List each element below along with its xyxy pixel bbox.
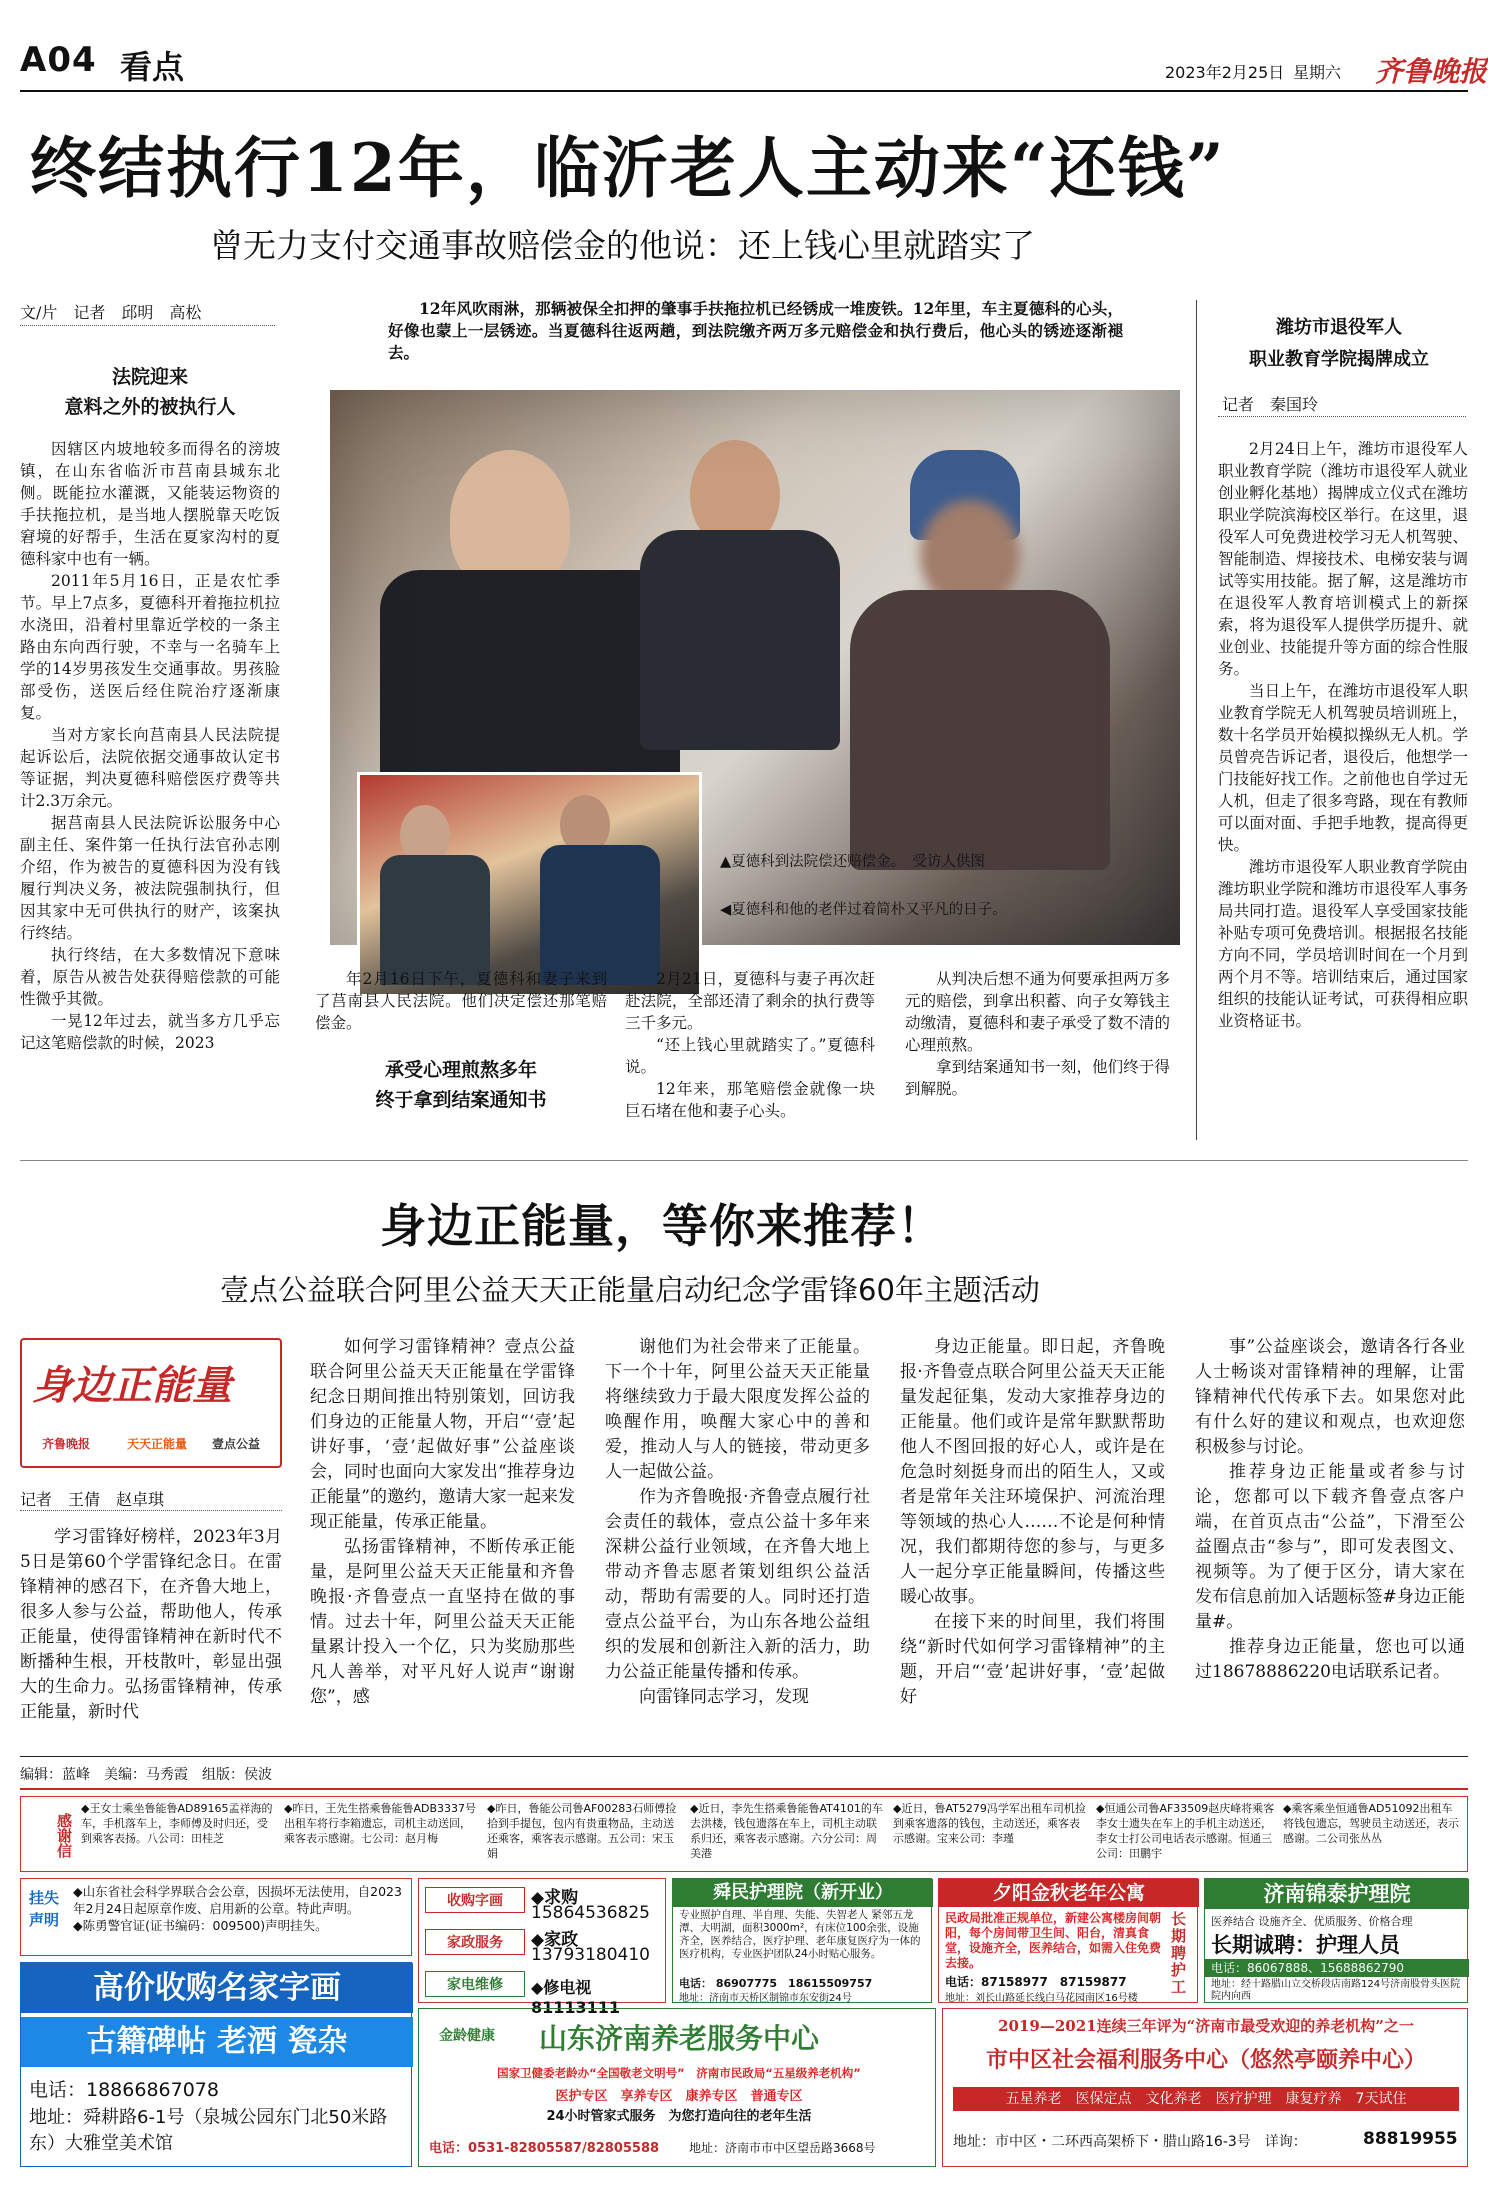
thanks-item: ◆王女士乘坐鲁能鲁AD89165孟祥海的车，手机落车上，李师傅及时归还，受到乘客表扬。八公司：田桂芝 [81,1802,273,1845]
story2-column-2: 如何学习雷锋精神？壹点公益联合阿里公益天天正能量在学雷锋纪念日期间推出特别策划，回访我们身边的正能量人物，开启“‘壹’起讲好事，‘壹’起做好事”公益座谈会，同时也面向大家发出“推荐身边正能量”的邀约，邀请大家一起来发现正能量，传承正能量。 弘扬雷锋精神，不断传承正能量，是阿里公益天天正能量和齐鲁晚报·齐鲁壹点一直坚持在做的事情。过去十年，阿里公益天天正能量累计投入一个亿，只为奖励那些凡人善举，对平凡好人说声“谢谢您”，感 [310,1337,575,1707]
calligraphy-ad: 高价收购名家字画 古籍碑帖 老酒 瓷杂 电话：18866867078 地址：舜耕路6-1号（泉城公园东门北50米路东）大雅堂美术馆 [20,1962,412,2167]
thanks-item: ◆昨日，鲁能公司鲁AF00283石师傅捡拾到手提包，包内有贵重物品，主动送还乘客，乘客表示感谢。五公司：宋玉娟 [487,1802,677,1860]
xiyang-ad: 夕阳金秋老年公寓 民政局批准正规单位，新建公寓楼房间朝阳，每个房间带卫生间、阳台，清真食堂，设施齐全，医养结合，如需入住免费去接。 长期聘护工 电话：87158977 87159877 地址：刘长山路延长线白马花园南区16号楼 [938,1878,1198,2003]
editor-credits: 编辑：蓝峰 美编：马秀霞 组版：侯波 [20,1767,272,1783]
zhengnengliang-logo: 身边正能量 齐鲁晚报 天天正能量 壹点公益 [20,1338,282,1468]
lost-text: ◆山东省社会科学界联合会公章，因损坏无法使用，自2023年2月24日起原章作废、启用新的公章。特此声明。 ◆陈勇警官证(证书编码：009500)声明挂失。 [73,1884,402,1933]
story1-subhead: 曾无力支付交通事故赔偿金的他说：还上钱心里就踏实了 [210,226,1035,265]
thanks-item: ◆近日，李先生搭乘鲁能鲁AT4101的车去洪楼，钱包遗落在车上，司机主动联系归还，乘客表示感谢。六分公司：周美港 [690,1802,883,1860]
section-name: 看点 [120,48,185,86]
thanks-item: ◆乘客乘坐恒通鲁AD51092出租车将钱包遗忘，驾驶员主动送还，表示感谢。二公司张丛丛 [1283,1802,1459,1845]
paper-logo: 齐鲁晚报 [1375,55,1488,88]
thanks-item: ◆昨日，王先生搭乘鲁能鲁ADB3337号出租车将行李箱遗忘，司机主动送回，乘客表示感谢。七公司：赵月梅 [284,1802,476,1845]
issue-weekday: 星期六 [1293,63,1342,82]
story1-headline: 终结执行12年，临沂老人主动来“还钱” [30,129,1226,207]
caption-inset: ◀夏德科和他的老伴过着简朴又平凡的日子。 [720,902,1007,918]
sidebar-byline: 记者 秦国玲 [1222,395,1319,414]
thanks-item: ◆恒通公司鲁AF33509赵庆峰将乘客李女士遗失在车上的手机主动送还，李女士打公司电话表示感谢。恒通三公司：田鹏宇 [1096,1802,1275,1860]
story2-byline: 记者 王倩 赵卓琪 [20,1490,165,1509]
thanks-label: 感谢信 [55,1812,73,1858]
lost-label: 挂失声明 [29,1889,60,1929]
story2-column-5: 事”公益座谈会，邀请各行各业人士畅谈对雷锋精神的理解，让雷锋精神代代传承下去。如果您对此有什么好的建议和观点，也欢迎您积极参与讨论。 推荐身边正能量或者参与讨论，您都可以下载齐鲁壹点客户端，在首页点击“公益”，下滑至公益圈点击“参与”，即可发表图文、视频等。为了便于区分，请大家在发布信息前加入话题标签#身边正能量#。 推荐身边正能量，您也可以通过18678886220电话联系记者。 [1195,1337,1465,1682]
story2-column-4: 身边正能量。即日起，齐鲁晚报·齐鲁壹点联合阿里公益天天正能量发起征集，发动大家推荐身边的正能量。他们或许是常年默默帮助他人不图回报的好心人，或许是在危急时刻挺身而出的陌生人，又或者是常年关注环境保护、河流治理等领域的热心人……不论是何种情况，我们都期待您的参与，与更多人一起分享正能量瞬间，传播这些暖心故事。 在接下来的时间里，我们将围绕“新时代如何学习雷锋精神”的主题，开启“‘壹’起讲好事，‘壹’起做好 [900,1337,1165,1707]
jintai-ad: 济南锦泰护理院 医养结合 设施齐全、优质服务、价格合理 长期诚聘：护理人员 电话：86067888、15688862790 地址：经十路腊山立交桥段店南路124号济南股骨头医院院内向西 [1204,1878,1468,2003]
lost-box [20,1878,412,1956]
story2-headline: 身边正能量，等你来推荐！ [380,1199,944,1253]
inset-photo [357,772,702,997]
shunmin-ad: 舜民护理院（新开业） 专业照护自理、半自理、失能、失智老人 紧邻五龙潭、大明湖，面积3000m²，有床位100余张，设施齐全，医养结合，医疗护理、老年康复医疗为一体的医疗机构，专业医护团队24小时贴心服务。 电话： 86907775 18615509757 地址：济南市天桥区制锦市东安街24号 [672,1878,932,2003]
thanks-box [20,1796,1468,1872]
yanglao-ad: 金龄健康 山东济南养老服务中心 国家卫健委老龄办“全国敬老文明号” 济南市民政局“五星级养老机构” 医护专区 享养专区 康养专区 普通专区 24小时管家式服务 为您打造向往的老年生活 电话：0531-82805587/82805588 地址：济南市市中区望岳路3668号 [418,2008,936,2167]
issue-date: 2023年2月25日 [1165,63,1285,82]
sidebar-body: 2月24日上午，潍坊市退役军人职业教育学院（潍坊市退役军人就业创业孵化基地）揭牌成立仪式在潍坊职业学院滨海校区举行。在这里，退役军人可免费进校学习无人机驾驶、智能制造、焊接技术、电梯安装与调试等实用技能。据了解，这是潍坊市在退役军人教育培训模式上的新探索，将为退役军人提供学历提升、就业创业、技能提升等方面的综合性服务。 当日上午，在潍坊市退役军人职业教育学院无人机驾驶员培训班上，数十名学员开始模拟操纵无人机。学员曾亮告诉记者，退役后，他想学一门技能好找工作。之前他也自学过无人机，但走了很多弯路，现在有教师可以面对面、手把手地教，提高得更快。 潍坊市退役军人职业教育学院由潍坊职业学院和潍坊市退役军人事务局共同打造。退役军人享受国家技能补贴专项可免费培训。根据报名技能方向不同，学员培训时间在一个月到两个月不等。培训结束后，通过国家组织的技能认证考试，可获得相应职业资格证书。 [1218,440,1468,1030]
story1-column-1: 因辖区内坡地较多而得名的滂坡镇，在山东省临沂市莒南县城东北侧。既能拉水灌溉，又能装运物资的手扶拖拉机，是当地人摆脱靠天吃饭窘境的好帮手，生活在夏家沟村的夏德科家中也有一辆。 2011年5月16日，正是农忙季节。早上7点多，夏德科开着拖拉机拉水浇田，沿着村里靠近学校的一条主路由东向西行驶，不幸与一名骑车上学的14岁男孩发生交通事故。男孩脸部受伤，送医后经住院治疗逐渐康复。 当对方家长向莒南县人民法院提起诉讼后，法院依据交通事故认定书等证据，判决夏德科赔偿医疗费等共计2.3万余元。 据莒南县人民法院诉讼服务中心副主任、案件第一任执行法官孙志刚介绍，作为被告的夏德科因为没有钱履行判决义务，被法院强制执行，但因其家中无可供执行的财产，该案执行终结。 执行终结，在大多数情况下意味着，原告从被告处获得赔偿款的可能性微乎其微。 一晃12年过去，就当多方几乎忘记这笔赔偿款的时候，2023 [20,440,280,1052]
sidebar-title: 潍坊市退役军人 职业教育学院揭牌成立 [1249,317,1429,370]
story1-subtitle-1: 法院迎来 意料之外的被执行人 [64,366,236,418]
story1-column-2: 年2月16日下午，夏德科和妻子来到了莒南县人民法院。他们决定偿还那笔赔偿金。 [315,970,607,1032]
story1-column-3: 2月21日，夏德科与妻子再次赶赴法院，全部还清了剩余的执行费等三千多元。 “还上钱心里就踏实了。”夏德科说。 12年来，那笔赔偿金就像一块巨石堵在他和妻子心头。 [625,970,875,1120]
story2-column-3: 谢他们为社会带来了正能量。下一个十年，阿里公益天天正能量将继续致力于最大限度发挥公益的唤醒作用，唤醒大家心中的善和爱，推动人与人的链接，带动更多人一起做公益。 作为齐鲁晚报·齐鲁壹点履行社会责任的载体，壹点公益十多年来深耕公益行业领域，在齐鲁大地上带动齐鲁志愿者策划组织公益活动，帮助有需要的人。同时还打造壹点公益平台，为山东各地公益组织的发展和创新注入新的活力，助力公益正能量传播和传承。 向雷锋同志学习，发现 [605,1337,870,1707]
fuli-ad: 2019—2021连续三年评为“济南市最受欢迎的养老机构”之一 市中区社会福利服务中心（悠然亭颐养中心） 五星养老 医保定点 文化养老 医疗护理 康复疗养 7天试住 地址：市中区・二环西高架桥下・腊山路16-3号 详询： 88819955 [942,2008,1468,2167]
story1-lead: 12年风吹雨淋，那辆被保全扣押的肇事手扶拖拉机已经锈成一堆废铁。12年里，车主夏德科的心头，好像也蒙上一层锈迹。当夏德科往返两趟，到法院缴齐两万多元赔偿金和执行费后，他心头的锈迹逐渐褪去。 [388,299,1123,362]
story1-byline: 文/片 记者 邱明 高松 [20,303,202,322]
services-box: 收购字画 ◆求购 15864536825 家政服务 ◆家政 13793180410 家电维修 ◆修电视81113111 [418,1878,666,2003]
caption-main: ▲夏德科到法院偿还赔偿金。 受访人供图 [720,854,985,870]
story2-subhead: 壹点公益联合阿里公益天天正能量启动纪念学雷锋60年主题活动 [220,1273,1040,1307]
thanks-item: ◆近日，鲁AT5279冯学军出租车司机捡到乘客遗落的钱包，主动送还，乘客表示感谢。宝来公司：李瑾 [893,1802,1086,1845]
story1-column-4: 从判决后想不通为何要承担两万多元的赔偿，到拿出积蓄、向子女筹钱主动缴清，夏德科和妻子承受了数不清的心理煎熬。 拿到结案通知书一刻，他们终于得到解脱。 [905,970,1170,1098]
story2-column-1: 学习雷锋好榜样，2023年3月5日是第60个学雷锋纪念日。在雷锋精神的感召下，在齐鲁大地上，很多人参与公益，帮助他人，传承正能量，使得雷锋精神在新时代不断播种生根，开枝散叶，彰显出强大的生命力。弘扬雷锋精神，传承正能量，新时代 [20,1527,282,1722]
section-number: A04 [20,40,97,80]
story1-subtitle-2: 承受心理煎熬多年 终于拿到结案通知书 [375,1059,547,1111]
